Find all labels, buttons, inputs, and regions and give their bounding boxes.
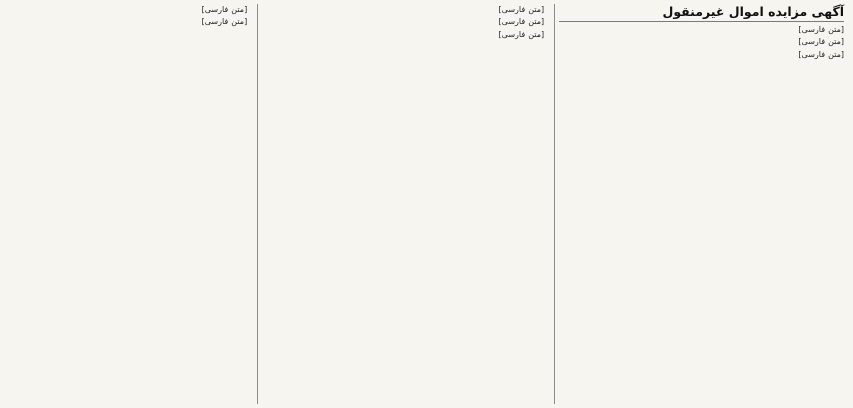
notice-paragraph: [متن فارسی] [498, 29, 545, 39]
notice-column-right [554, 4, 848, 404]
notice-heading: آگهی مزایده اموال غیرمنقول [662, 4, 844, 19]
heading-divider [559, 21, 844, 22]
notice-paragraph: [متن فارسی] [498, 17, 545, 27]
column-spacer [9, 37, 247, 404]
notice-paragraph: [متن فارسی] [201, 5, 248, 14]
notice-column-left [5, 4, 251, 404]
notice-paragraph: [متن فارسی] [798, 37, 844, 47]
notice-paragraph: [متن فارسی] [498, 5, 545, 14]
notice-paragraph: [متن فارسی] [201, 17, 248, 27]
notice-column-middle [257, 4, 548, 404]
column-spacer [559, 61, 844, 404]
notice-paragraph: [متن فارسی] [798, 25, 844, 34]
notice-paragraph: [متن فارسی] [798, 49, 844, 59]
column-spacer [262, 41, 544, 404]
